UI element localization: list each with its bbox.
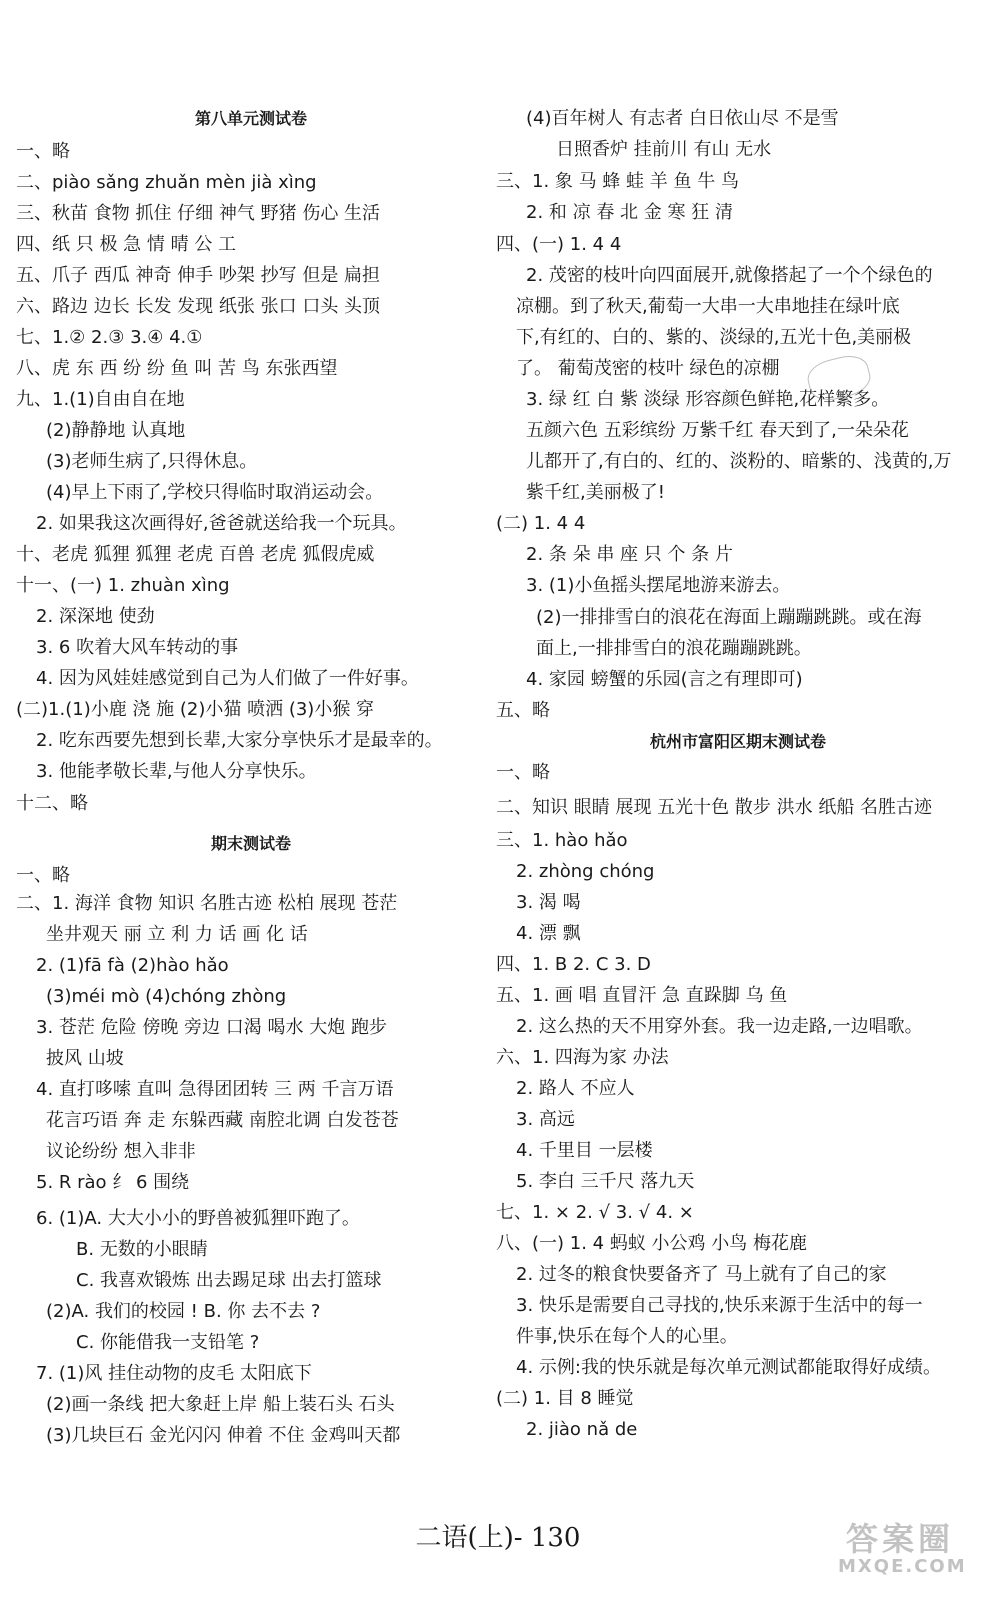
right-answer-line: 面上,一排排雪白的浪花蹦蹦跳跳。 (536, 638, 812, 659)
right-answer-line: 七、1. × 2. √ 3. √ 4. × (496, 1202, 694, 1223)
left-answer-line: 六、路边 边长 长发 发现 纸张 张口 口头 头顶 (16, 296, 381, 317)
right-answer-line: 3. (1)小鱼摇头摆尾地游来游去。 (526, 575, 791, 596)
left-answer-line: 一、略 (16, 865, 70, 886)
right-answer-line: 2. jiào nǎ de (526, 1419, 638, 1440)
left-answer-line: (2)画一条线 把大象赶上岸 船上装石头 石头 (46, 1394, 395, 1415)
right-answer-line: 一、略 (496, 762, 550, 783)
right-answer-line: 二、知识 眼睛 展现 五光十色 散步 洪水 纸船 名胜古迹 (496, 797, 933, 818)
page-footer: 二语(上)- 130 (415, 1523, 581, 1553)
left-answer-line: 十一、(一) 1. zhuàn xìng (16, 575, 230, 596)
left-answer-line: B. 无数的小眼睛 (76, 1239, 208, 1260)
right-answer-line: 3. 绿 红 白 紫 淡绿 形容颜色鲜艳,花样繁多。 (526, 389, 890, 410)
right-answer-line: 凉棚。到了秋天,葡萄一大串一大串地挂在绿叶底 (516, 296, 900, 317)
left-answer-line: 花言巧语 奔 走 东躲西藏 南腔北调 白发苍苍 (46, 1110, 399, 1131)
right-answer-line: 儿都开了,有白的、红的、淡粉的、暗紫的、浅黄的,万 (526, 451, 952, 472)
section-title: 第八单元测试卷 (194, 109, 307, 128)
right-answer-line: 三、1. hào hǎo (496, 830, 628, 851)
left-answer-line: 2. 吃东西要先想到长辈,大家分享快乐才是最幸的。 (36, 730, 443, 751)
left-answer-line: 八、虎 东 西 纷 纷 鱼 叫 苦 鸟 东张西望 (16, 358, 338, 379)
right-answer-line: 2. 条 朵 串 座 只 个 条 片 (526, 544, 733, 565)
left-answer-line: 4. 直打哆嗦 直叫 急得团团转 三 两 千言万语 (36, 1079, 394, 1100)
left-answer-line: 十、老虎 狐狸 狐狸 老虎 百兽 老虎 狐假虎威 (16, 544, 375, 565)
left-answer-line: 九、1.(1)自由自在地 (16, 389, 185, 410)
right-answer-line: 五颜六色 五彩缤纷 万紫千红 春天到了,一朵朵花 (526, 420, 909, 441)
left-answer-line: (2)A. 我们的校园 ! B. 你 去不去 ? (46, 1301, 321, 1322)
left-answer-line: 十二、略 (16, 793, 88, 814)
watermark-url: MXQE.COM (838, 1556, 967, 1577)
left-answer-line: (二)1.(1)小鹿 浇 施 (2)小猫 喷洒 (3)小猴 穿 (16, 699, 375, 720)
right-answer-line: 紫千红,美丽极了! (526, 482, 665, 503)
right-answer-line: 2. 和 凉 春 北 金 寒 狂 清 (526, 202, 733, 223)
right-answer-line: 八、(一) 1. 4 蚂蚁 小公鸡 小鸟 梅花鹿 (496, 1233, 807, 1254)
left-answer-line: 五、爪子 西瓜 神奇 伸手 吵架 抄写 但是 扁担 (16, 265, 381, 286)
left-answer-line: 2. (1)fā fà (2)hào hǎo (36, 955, 229, 976)
left-answer-line: C. 你能借我一支铅笔 ? (76, 1332, 260, 1353)
right-answer-line: (4)百年树人 有志者 白日依山尽 不是雪 (526, 108, 839, 129)
left-answer-line: (3)méi mò (4)chóng zhòng (46, 986, 287, 1007)
right-answer-line: 2. 这么热的天不用穿外套。我一边走路,一边唱歌。 (516, 1016, 923, 1037)
right-answer-line: 下,有红的、白的、紫的、淡绿的,五光十色,美丽极 (516, 327, 912, 348)
right-answer-line: 六、1. 四海为家 办法 (496, 1047, 669, 1068)
right-answer-line: 4. 漂 飘 (516, 923, 581, 944)
right-answer-line: 五、略 (496, 700, 550, 721)
right-answer-line: 3. 渴 喝 (516, 892, 581, 913)
left-answer-line: 披风 山坡 (46, 1048, 124, 1069)
right-answer-line: 2. 路人 不应人 (516, 1078, 635, 1099)
right-answer-line: 4. 家园 螃蟹的乐园(言之有理即可) (526, 669, 803, 690)
left-answer-line: 二、piào sǎng zhuǎn mèn jià xìng (16, 172, 317, 193)
left-answer-line: 议论纷纷 想入非非 (46, 1141, 196, 1162)
right-answer-line: 日照香炉 挂前川 有山 无水 (556, 139, 772, 160)
left-answer-line: 二、1. 海洋 食物 知识 名胜古迹 松柏 展现 苍茫 (16, 893, 398, 914)
right-answer-line: 三、1. 象 马 蜂 蛙 羊 鱼 牛 鸟 (496, 171, 739, 192)
left-answer-line: (3)老师生病了,只得休息。 (46, 451, 258, 472)
right-answer-line: 2. 过冬的粮食快要备齐了 马上就有了自己的家 (516, 1264, 887, 1285)
left-answer-line: 3. 他能孝敬长辈,与他人分享快乐。 (36, 761, 317, 782)
left-answer-line: 6. (1)A. 大大小小的野兽被狐狸吓跑了。 (36, 1208, 360, 1229)
right-answer-line: 2. zhòng chóng (516, 861, 655, 882)
right-answer-line: 5. 李白 三千尺 落九天 (516, 1171, 695, 1192)
right-answer-line: 4. 千里目 一层楼 (516, 1140, 653, 1161)
right-answer-line: 3. 快乐是需要自己寻找的,快乐来源于生活中的每一 (516, 1295, 923, 1316)
right-answer-line: 四、1. B 2. C 3. D (496, 954, 651, 975)
left-answer-line: 四、纸 只 极 急 情 晴 公 工 (16, 234, 237, 255)
right-answer-line: 四、(一) 1. 4 4 (496, 234, 622, 255)
left-answer-line: 2. 深深地 使劲 (36, 606, 155, 627)
left-answer-line: C. 我喜欢锻炼 出去踢足球 出去打篮球 (76, 1270, 382, 1291)
right-answer-line: 2. 茂密的枝叶向四面展开,就像搭起了一个个绿色的 (526, 265, 933, 286)
left-answer-line: 坐井观天 丽 立 利 力 话 画 化 话 (46, 924, 308, 945)
right-answer-line: 3. 高远 (516, 1109, 575, 1130)
right-answer-line: (二) 1. 目 8 睡觉 (496, 1388, 634, 1409)
left-answer-line: (4)早上下雨了,学校只得临时取消运动会。 (46, 482, 384, 503)
left-answer-line: 4. 因为风娃娃感觉到自己为人们做了一件好事。 (36, 668, 419, 689)
left-answer-line: 7. (1)风 挂住动物的皮毛 太阳底下 (36, 1363, 312, 1384)
left-answer-line: (2)静静地 认真地 (46, 420, 186, 441)
left-answer-line: 3. 苍茫 危险 傍晚 旁边 口渴 喝水 大炮 跑步 (36, 1017, 387, 1038)
left-answer-line: 一、略 (16, 141, 70, 162)
right-answer-line: 了。 葡萄茂密的枝叶 绿色的凉棚 (516, 358, 780, 379)
section-title: 期末测试卷 (210, 834, 291, 853)
watermark-logo (828, 1514, 978, 1584)
left-answer-line: (3)几块巨石 金光闪闪 伸着 不住 金鸡叫天都 (46, 1425, 401, 1446)
left-answer-line: 3. 6 吹着大风车转动的事 (36, 637, 239, 658)
left-answer-line: 5. R rào 纟 6 围绕 (36, 1172, 190, 1193)
right-answer-line: 五、1. 画 唱 直冒汗 急 直跺脚 乌 鱼 (496, 985, 788, 1006)
right-answer-line: (二) 1. 4 4 (496, 513, 586, 534)
left-answer-line: 2. 如果我这次画得好,爸爸就送给我一个玩具。 (36, 513, 407, 534)
left-answer-line: 七、1.② 2.③ 3.④ 4.① (16, 327, 203, 348)
section-title: 杭州市富阳区期末测试卷 (649, 732, 826, 751)
right-answer-line: 件事,快乐在每个人的心里。 (516, 1326, 738, 1347)
left-answer-line: 三、秋苗 食物 抓住 仔细 神气 野猪 伤心 生活 (16, 203, 381, 224)
right-answer-line: (2)一排排雪白的浪花在海面上蹦蹦跳跳。或在海 (536, 607, 922, 628)
right-answer-line: 4. 示例:我的快乐就是每次单元测试都能取得好成绩。 (516, 1357, 941, 1378)
watermark-text: 答案圈 (846, 1520, 955, 1558)
